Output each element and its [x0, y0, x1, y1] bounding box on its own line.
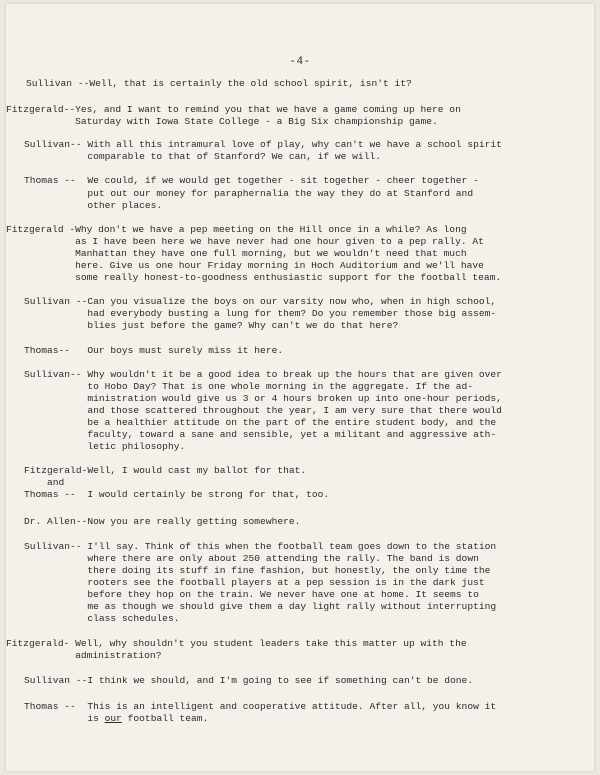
speaker-name: Fitzgerald-	[6, 638, 76, 650]
speech-text: Well, that is certainly the old school spirit, isn't it?	[89, 78, 412, 89]
dialogue-entry	[24, 516, 566, 528]
speaker-name: Sullivan--	[24, 139, 88, 151]
speaker-name: Sullivan--	[24, 368, 88, 380]
dialogue-entry	[24, 489, 566, 501]
speech-text: Why wouldn't it be a good idea to break up the hours that are given over to Hobo Day? That is one whole morning in the aggregate. If the ad- ministration would give us 3 or 4 hours broken up into one-hour periods, and those scattered throughout the year, I am very sure that there would be a healthier attitude on the part of the entire student body, and the faculty, toward a sane and sensible, yet a militant and aggressive ath- letic philosophy.	[87, 368, 502, 453]
dialogue-entry	[6, 224, 566, 284]
dialogue-entry	[6, 104, 566, 128]
dialogue-entry	[6, 638, 566, 662]
speech-text: Our boys must surely miss it here.	[87, 344, 284, 356]
dialogue-entry	[24, 139, 566, 163]
dialogue-entry	[26, 78, 566, 90]
underlined-word: our	[104, 712, 122, 724]
speaker-name: Sullivan --	[26, 78, 90, 89]
document-page	[6, 4, 594, 771]
speech-text: I'll say. Think of this when the football team goes down to the station where there are only about 250 attending the rally. The band is down there doing its stuff in fine fashion, but honestly, the only time the rooters see the football players at a pep session is in the dark just before they hop on the train. We never have one at home. It seems to me as though we should give them a day light rally without interrupting class schedules.	[87, 540, 497, 625]
speaker-name: Thomas --	[24, 700, 88, 712]
speaker-name: Sullivan --	[24, 296, 88, 308]
speaker-name: Thomas --	[24, 489, 88, 501]
speaker-name: Dr. Allen--	[24, 515, 88, 527]
speaker-name: Thomas --	[24, 175, 88, 187]
dialogue-entry	[24, 701, 566, 725]
dialogue-entry	[24, 465, 566, 477]
speaker-name: Sullivan--	[24, 540, 88, 552]
speech-text: Yes, and I want to remind you that we have a game coming up here on Saturday with Iowa State College - a Big Six championship game.	[75, 104, 461, 128]
dialogue-entry	[24, 369, 566, 454]
speech-text: Now you are really getting somewhere.	[87, 515, 301, 527]
speech-text: Why don't we have a pep meeting on the Hill once in a while? As long as I have been here we have never had one hour given to a pep rally. At Manhattan they have one full morning, but we wouldn't need that much here. Give us one hour Friday morning in Hoch Auditorium and we'll have some really honest-to-goodness enthusiastic support for the football team.	[75, 223, 502, 284]
speech-text: Can you visualize the boys on our varsity now who, when in high school, had everybody busting a lung for them? Do you remember those big assem- blies just before the game? Why can't we do that here?	[87, 296, 497, 332]
speech-text: We could, if we would get together - sit together - cheer together - put out our money for paraphernalia the way they do at Stanford and other places.	[87, 175, 479, 211]
dialogue-transcript	[6, 78, 566, 725]
speech-text-lead: This is an intelligent and cooperative attitude. After all, you know it is	[87, 700, 497, 724]
speaker-name: Fitzgerald -	[6, 223, 76, 235]
dialogue-entry	[24, 477, 566, 489]
dialogue-entry	[24, 175, 566, 211]
speaker-name: Sullivan --	[24, 675, 88, 687]
speech-text: I think we should, and I'm going to see if something can't be done.	[87, 675, 474, 687]
speech-text	[87, 701, 566, 725]
dialogue-entry	[24, 675, 566, 687]
speech-text-tail: football team.	[121, 712, 209, 724]
dialogue-entry	[24, 296, 566, 332]
speaker-name: Thomas--	[24, 344, 88, 356]
speaker-conjunction: and	[24, 477, 65, 489]
speech-text: With all this intramural love of play, why can't we have a school spirit comparable to that of Stanford? We can, if we will.	[87, 139, 502, 163]
dialogue-entry	[24, 541, 566, 626]
speech-text: I would certainly be strong for that, too.	[87, 489, 330, 501]
speaker-name: Fitzgerald-	[24, 465, 88, 477]
speaker-name: Fitzgerald--	[6, 104, 76, 116]
speech-text: Well, I would cast my ballot for that.	[87, 465, 307, 477]
page-number: -4-	[289, 56, 311, 68]
speech-text: Well, why shouldn't you student leaders take this matter up with the administration?	[75, 638, 467, 662]
dialogue-entry	[24, 345, 566, 357]
